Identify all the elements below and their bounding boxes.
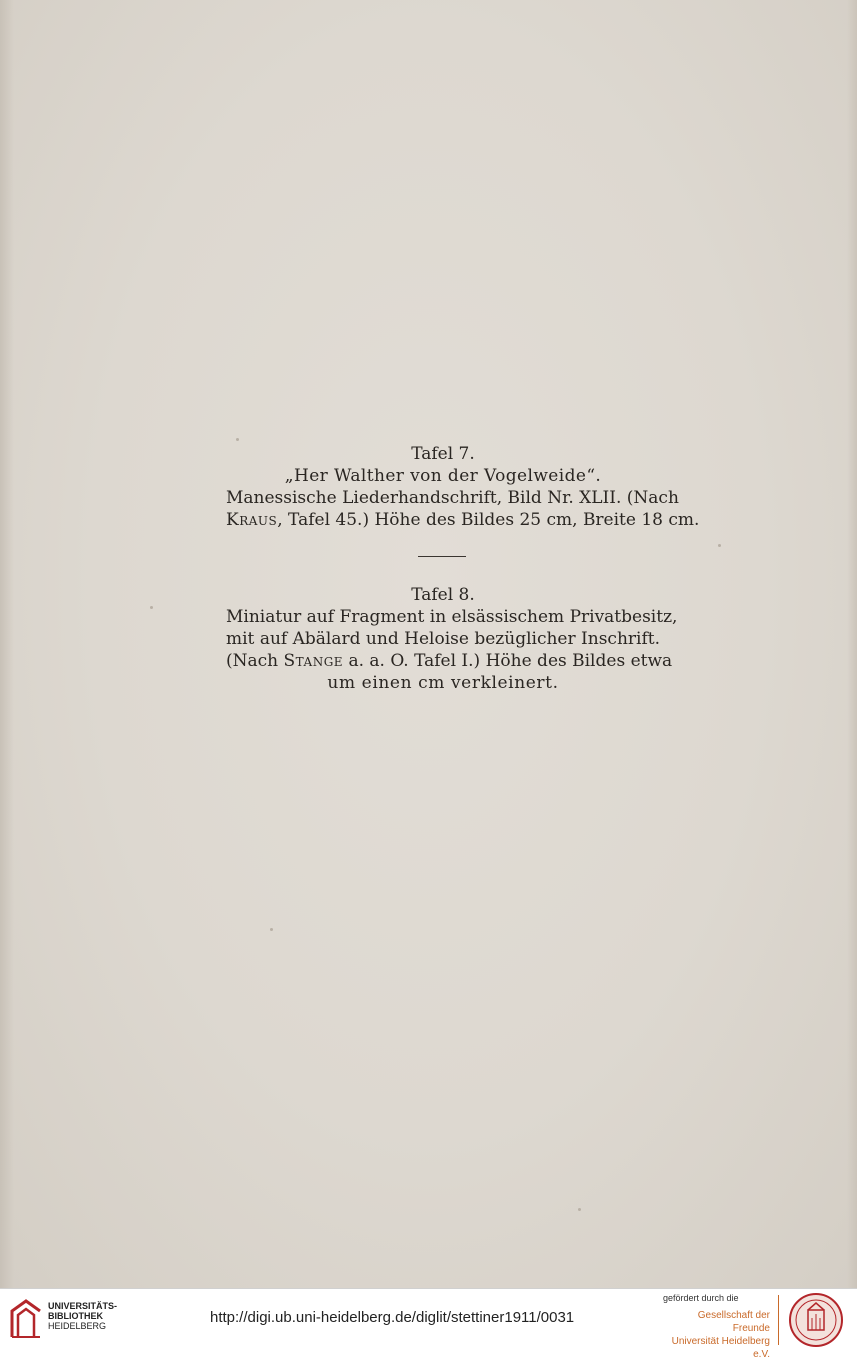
ub-heidelberg-logo-icon[interactable] [8,1297,44,1341]
university-seal-icon [788,1292,844,1348]
sponsor-line-2: Universität Heidelberg e.V. [671,1336,770,1360]
plate-8-line-3-rest: a. a. O. Tafel I.) Höhe des Bildes etwa [343,651,673,671]
library-name-line-2: BIBLIOTHEK [48,1311,103,1321]
plate-8-line-3-pre: (Nach [226,651,284,671]
plate-8-heading: Tafel 8. [411,585,475,605]
library-name-line-1: UNIVERSITÄTS- [48,1301,118,1311]
plate-8-line-2: mit auf Abälard und Heloise bezüglicher Inschrift. [226,629,660,649]
library-name [48,1301,117,1331]
plate-8-line-1: Miniatur auf Fragment in elsässischem Privatbesitz, [226,607,678,627]
paper-speck [270,928,273,931]
author-kraus: Kraus [226,510,278,530]
plate-8-line-3 [226,650,673,672]
permalink-url[interactable]: http://digi.ub.uni-heidelberg.de/diglit/stettiner1911/0031 [210,1309,575,1326]
plate-7-heading: Tafel 7. [411,444,475,464]
sponsor-line-1: Gesellschaft der Freunde [697,1310,770,1334]
plate-8-line-4: um einen cm verkleinert. [327,673,559,693]
plate-7-caption [226,443,700,531]
paper-speck [578,1208,581,1211]
plate-7-title: „Her Walther von der Vogelweide“. [284,466,602,486]
sponsor-name[interactable] [660,1309,770,1361]
paper-speck [150,606,153,609]
plate-7-line-1: Manessische Liederhandschrift, Bild Nr. XLII. (Nach [226,488,679,508]
section-divider [418,556,466,557]
author-stange: Stange [283,651,344,671]
plate-8-caption [226,584,678,694]
footer-bar [0,1288,857,1360]
funded-by-label: gefördert durch die [663,1293,739,1303]
library-name-line-3: HEIDELBERG [48,1321,107,1331]
paper-speck [236,438,239,441]
plate-7-line-2 [226,509,700,531]
paper-speck [718,544,721,547]
plate-7-line-2-rest: , Tafel 45.) Höhe des Bildes 25 cm, Breite 18 cm. [277,510,700,530]
footer-divider [778,1295,779,1345]
